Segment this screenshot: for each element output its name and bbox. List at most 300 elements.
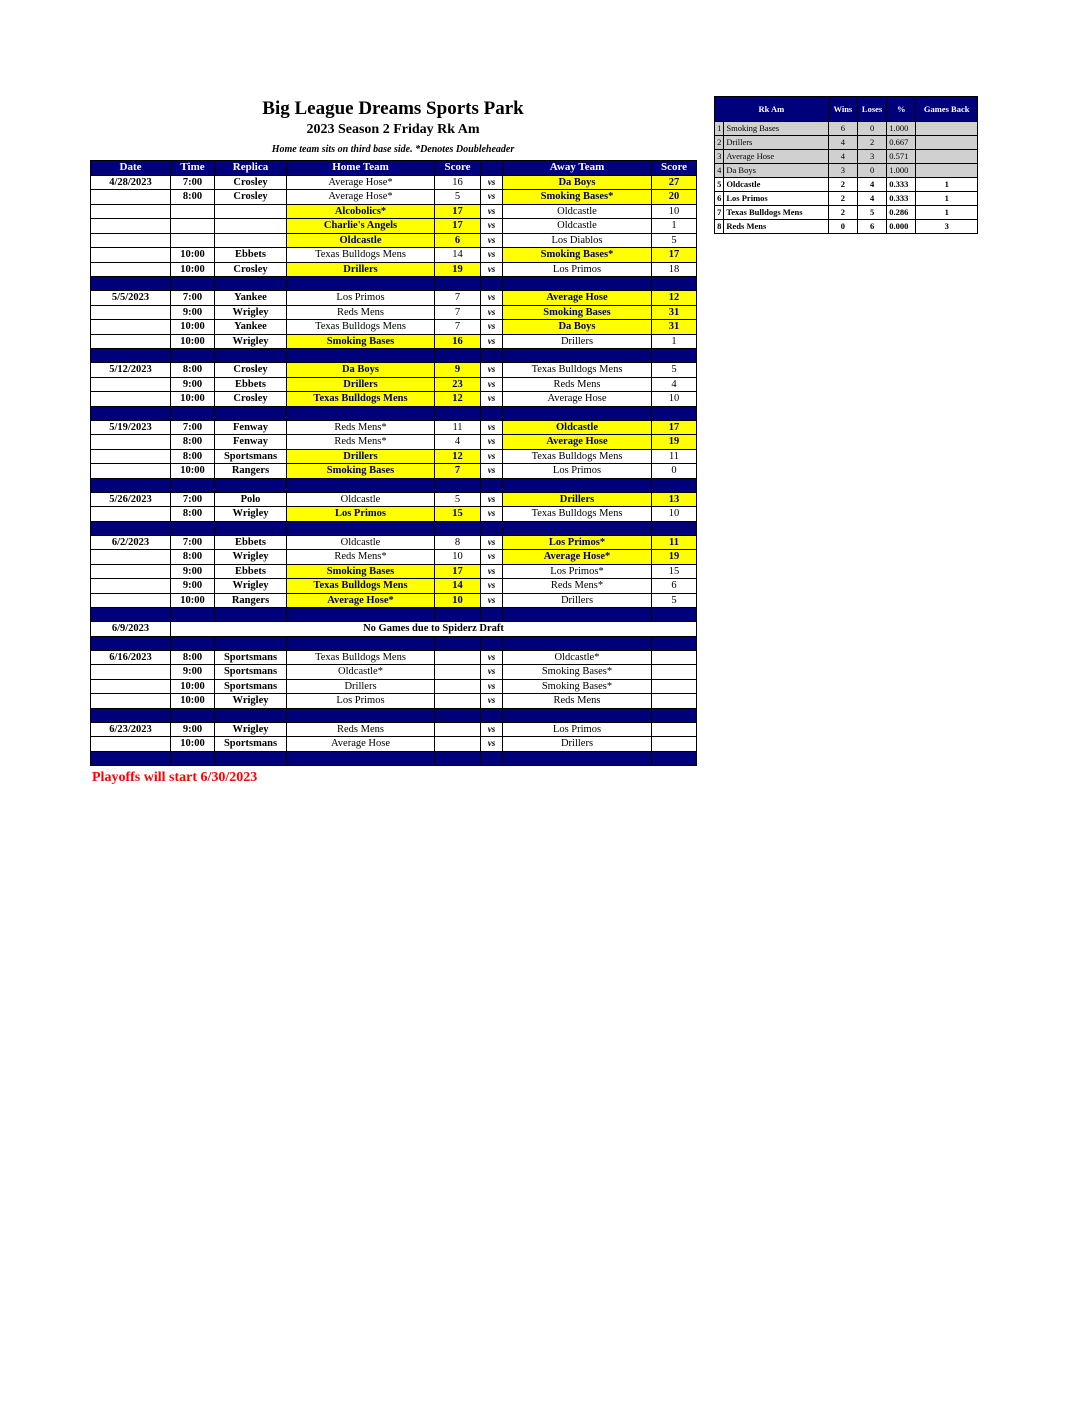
separator-cell [435,478,481,492]
home-team: Los Primos [287,694,435,709]
game-field: Sportsmans [215,665,287,680]
standings-team: Drillers [724,136,828,150]
game-row [91,262,697,277]
vs-label: vs [481,377,503,392]
separator-cell [287,406,435,420]
vs-label: vs [481,650,503,665]
separator-cell [171,708,215,722]
home-team: Average Hose* [287,175,435,190]
separator-cell [287,708,435,722]
game-date [91,550,171,565]
standings-loses: 2 [857,136,886,150]
home-score [435,722,481,737]
away-team: Average Hose* [503,550,652,565]
game-row [91,420,697,435]
away-team: Average Hose [503,392,652,407]
home-score: 7 [435,305,481,320]
away-team: Oldcastle [503,219,652,234]
game-time: 10:00 [171,694,215,709]
away-score: 6 [652,579,697,594]
separator-cell [652,708,697,722]
away-team: Texas Bulldogs Mens [503,363,652,378]
vs-label: vs [481,262,503,277]
game-row [91,204,697,219]
game-field: Fenway [215,435,287,450]
vs-label: vs [481,291,503,306]
game-row [91,175,697,190]
away-team: Oldcastle [503,204,652,219]
home-score: 5 [435,190,481,205]
away-team: Smoking Bases* [503,679,652,694]
away-score: 15 [652,564,697,579]
away-team: Oldcastle* [503,650,652,665]
away-score: 12 [652,291,697,306]
vs-label: vs [481,233,503,248]
game-time: 10:00 [171,320,215,335]
vs-label: vs [481,564,503,579]
schedule-header-row [91,161,697,176]
home-team: Alcobolics* [287,204,435,219]
home-team: Reds Mens [287,305,435,320]
home-score: 23 [435,377,481,392]
home-score: 4 [435,435,481,450]
standings-wins: 3 [828,164,857,178]
separator-cell [287,478,435,492]
separator-cell [435,608,481,622]
vs-label: vs [481,334,503,349]
separator-cell [91,708,171,722]
vs-label: vs [481,320,503,335]
away-score: 20 [652,190,697,205]
separator-cell [481,521,503,535]
col-header-time: Time [171,161,215,176]
away-score: 10 [652,507,697,522]
game-date [91,320,171,335]
game-field: Wrigley [215,579,287,594]
standings-games-back [916,164,978,178]
home-score [435,650,481,665]
game-row [91,507,697,522]
standings-loses: 0 [857,122,886,136]
away-team: Smoking Bases* [503,190,652,205]
col-header-away-team: Away Team [503,161,652,176]
game-row [91,564,697,579]
separator-cell [652,521,697,535]
home-team: Los Primos [287,291,435,306]
game-time: 9:00 [171,564,215,579]
game-row [91,694,697,709]
game-field: Wrigley [215,334,287,349]
home-score: 14 [435,579,481,594]
vs-label: vs [481,392,503,407]
home-team: Drillers [287,262,435,277]
game-time: 10:00 [171,392,215,407]
away-team: Average Hose [503,291,652,306]
schedule-note-row [91,622,697,637]
game-row [91,320,697,335]
game-date [91,219,171,234]
game-row [91,377,697,392]
game-field: Ebbets [215,564,287,579]
game-field: Yankee [215,291,287,306]
game-field: Fenway [215,420,287,435]
standings-pct: 0.333 [887,178,916,192]
standings-loses: 4 [857,178,886,192]
away-score: 19 [652,550,697,565]
home-score: 7 [435,464,481,479]
game-field: Wrigley [215,507,287,522]
separator-cell [435,708,481,722]
separator-cell [287,277,435,291]
standings-header-wins: Wins [828,97,857,122]
game-time: 10:00 [171,334,215,349]
game-date [91,377,171,392]
game-field: Wrigley [215,722,287,737]
vs-label: vs [481,449,503,464]
game-time: 10:00 [171,679,215,694]
separator-cell [435,636,481,650]
col-header-replica: Replica [215,161,287,176]
away-score: 11 [652,535,697,550]
vs-label: vs [481,248,503,263]
game-field: Rangers [215,464,287,479]
home-score: 8 [435,535,481,550]
standings-rank: 4 [715,164,724,178]
away-team: Los Primos [503,464,652,479]
game-date [91,449,171,464]
standings-row [715,178,978,192]
game-field: Sportsmans [215,449,287,464]
standings-rank: 6 [715,192,724,206]
separator-cell [481,349,503,363]
standings-body [715,122,978,234]
home-team: Oldcastle [287,535,435,550]
game-time: 7:00 [171,291,215,306]
game-date: 6/2/2023 [91,535,171,550]
game-field: Polo [215,492,287,507]
away-score: 19 [652,435,697,450]
vs-label: vs [481,219,503,234]
separator-cell [215,478,287,492]
standings-games-back [916,136,978,150]
game-time: 9:00 [171,305,215,320]
away-score: 31 [652,320,697,335]
away-score: 5 [652,363,697,378]
standings-loses: 5 [857,206,886,220]
home-score [435,665,481,680]
home-team: Texas Bulldogs Mens [287,248,435,263]
home-score: 19 [435,262,481,277]
separator-cell [435,521,481,535]
separator-cell [481,751,503,765]
game-time: 8:00 [171,190,215,205]
home-team: Average Hose* [287,190,435,205]
game-time: 8:00 [171,363,215,378]
standings-row [715,150,978,164]
separator-cell [171,636,215,650]
game-date [91,694,171,709]
home-team: Oldcastle [287,233,435,248]
vs-label: vs [481,175,503,190]
away-score: 1 [652,219,697,234]
game-field [215,219,287,234]
separator-cell [215,349,287,363]
separator-cell [287,608,435,622]
game-row [91,334,697,349]
game-date [91,334,171,349]
home-team: Oldcastle [287,492,435,507]
separator-cell [652,608,697,622]
home-team: Texas Bulldogs Mens [287,650,435,665]
home-team: Texas Bulldogs Mens [287,392,435,407]
week-separator-row [91,708,697,722]
home-score: 17 [435,564,481,579]
standings-row [715,220,978,234]
vs-label: vs [481,694,503,709]
separator-cell [91,478,171,492]
away-team: Drillers [503,737,652,752]
separator-cell [171,478,215,492]
standings-wins: 4 [828,150,857,164]
away-team: Texas Bulldogs Mens [503,449,652,464]
away-team: Los Primos* [503,535,652,550]
game-row [91,550,697,565]
game-field: Wrigley [215,550,287,565]
standings-pct: 0.571 [887,150,916,164]
game-row [91,248,697,263]
game-date: 5/19/2023 [91,420,171,435]
separator-cell [652,751,697,765]
game-time: 10:00 [171,248,215,263]
away-team: Smoking Bases [503,305,652,320]
standings-team: Texas Bulldogs Mens [724,206,828,220]
schedule-table [90,160,697,766]
game-time: 8:00 [171,449,215,464]
separator-cell [652,478,697,492]
game-time: 7:00 [171,535,215,550]
game-time: 7:00 [171,420,215,435]
home-team: Reds Mens* [287,550,435,565]
home-score: 6 [435,233,481,248]
separator-cell [481,608,503,622]
home-team: Reds Mens [287,722,435,737]
game-field: Yankee [215,320,287,335]
standings-header-pct: % [887,97,916,122]
home-score: 11 [435,420,481,435]
home-score: 7 [435,320,481,335]
standings-rank: 1 [715,122,724,136]
separator-cell [171,406,215,420]
separator-cell [503,751,652,765]
game-field: Rangers [215,593,287,608]
game-time [171,233,215,248]
away-team: Drillers [503,593,652,608]
away-score: 4 [652,377,697,392]
away-score: 27 [652,175,697,190]
game-time: 8:00 [171,650,215,665]
game-time: 10:00 [171,737,215,752]
game-date [91,464,171,479]
game-date [91,233,171,248]
page-subtitle: 2023 Season 2 Friday Rk Am [306,122,480,137]
standings-loses: 4 [857,192,886,206]
week-separator-row [91,277,697,291]
away-team: Oldcastle [503,420,652,435]
standings-header-loses: Loses [857,97,886,122]
away-team: Los Primos [503,722,652,737]
standings-games-back [916,150,978,164]
home-team: Drillers [287,449,435,464]
separator-cell [91,406,171,420]
vs-label: vs [481,535,503,550]
vs-label: vs [481,190,503,205]
separator-cell [481,636,503,650]
home-score: 7 [435,291,481,306]
game-row [91,492,697,507]
home-score [435,679,481,694]
standings-wins: 2 [828,178,857,192]
standings-pct: 0.000 [887,220,916,234]
separator-cell [171,521,215,535]
home-score: 5 [435,492,481,507]
away-score [652,665,697,680]
standings-games-back: 3 [916,220,978,234]
separator-cell [171,349,215,363]
vs-label: vs [481,679,503,694]
standings-wins: 0 [828,220,857,234]
game-row [91,305,697,320]
standings-row [715,122,978,136]
home-score: 16 [435,175,481,190]
standings-row [715,136,978,150]
standings-header-division: Rk Am [715,97,829,122]
game-date [91,248,171,263]
separator-cell [435,349,481,363]
separator-cell [287,636,435,650]
away-score: 17 [652,420,697,435]
game-field: Wrigley [215,694,287,709]
home-team: Charlie's Angels [287,219,435,234]
away-team: Smoking Bases* [503,665,652,680]
vs-label: vs [481,579,503,594]
game-row [91,650,697,665]
separator-cell [503,708,652,722]
game-row [91,464,697,479]
standings-games-back [916,122,978,136]
game-time: 9:00 [171,579,215,594]
separator-cell [215,636,287,650]
game-row [91,435,697,450]
separator-cell [652,406,697,420]
home-team: Reds Mens* [287,435,435,450]
game-row [91,679,697,694]
game-field: Ebbets [215,535,287,550]
standings-row [715,164,978,178]
standings-pct: 1.000 [887,164,916,178]
away-team: Smoking Bases* [503,248,652,263]
home-team: Reds Mens* [287,420,435,435]
vs-label: vs [481,204,503,219]
week-separator-row [91,478,697,492]
game-row [91,190,697,205]
game-field: Sportsmans [215,679,287,694]
game-row [91,449,697,464]
home-score: 14 [435,248,481,263]
separator-cell [503,636,652,650]
separator-cell [481,708,503,722]
schedule-body [91,175,697,765]
vs-label: vs [481,435,503,450]
separator-cell [481,406,503,420]
standings-games-back: 1 [916,206,978,220]
away-team: Average Hose [503,435,652,450]
away-team: Da Boys [503,175,652,190]
separator-cell [435,277,481,291]
home-score: 10 [435,550,481,565]
game-row [91,579,697,594]
home-score: 12 [435,392,481,407]
standings-pct: 0.286 [887,206,916,220]
game-row [91,291,697,306]
separator-cell [652,277,697,291]
separator-cell [91,521,171,535]
game-time: 8:00 [171,507,215,522]
game-row [91,535,697,550]
game-date [91,392,171,407]
col-header-home-score: Score [435,161,481,176]
game-date: 5/26/2023 [91,492,171,507]
separator-cell [503,349,652,363]
game-date [91,435,171,450]
game-row [91,593,697,608]
standings-loses: 3 [857,150,886,164]
standings-team: Da Boys [724,164,828,178]
vs-label: vs [481,420,503,435]
no-games-note: No Games due to Spiderz Draft [171,622,697,637]
away-team: Da Boys [503,320,652,335]
game-field: Wrigley [215,305,287,320]
home-team: Drillers [287,679,435,694]
game-date [91,190,171,205]
away-score [652,722,697,737]
vs-label: vs [481,737,503,752]
playoffs-notice: Playoffs will start 6/30/2023 [92,770,258,785]
home-score: 17 [435,219,481,234]
away-score: 5 [652,233,697,248]
game-date [91,262,171,277]
separator-cell [287,751,435,765]
vs-label: vs [481,464,503,479]
standings-pct: 0.333 [887,192,916,206]
standings-header-games-back: Games Back [916,97,978,122]
away-score: 1 [652,334,697,349]
separator-cell [171,751,215,765]
away-team: Los Primos* [503,564,652,579]
away-score: 0 [652,464,697,479]
game-date: 5/12/2023 [91,363,171,378]
week-separator-row [91,751,697,765]
home-team: Texas Bulldogs Mens [287,320,435,335]
game-time: 10:00 [171,593,215,608]
game-row [91,722,697,737]
home-team: Average Hose* [287,593,435,608]
col-header-vs [481,161,503,176]
standings-team: Smoking Bases [724,122,828,136]
game-date [91,665,171,680]
standings-games-back: 1 [916,192,978,206]
col-header-date: Date [91,161,171,176]
away-team: Reds Mens* [503,579,652,594]
